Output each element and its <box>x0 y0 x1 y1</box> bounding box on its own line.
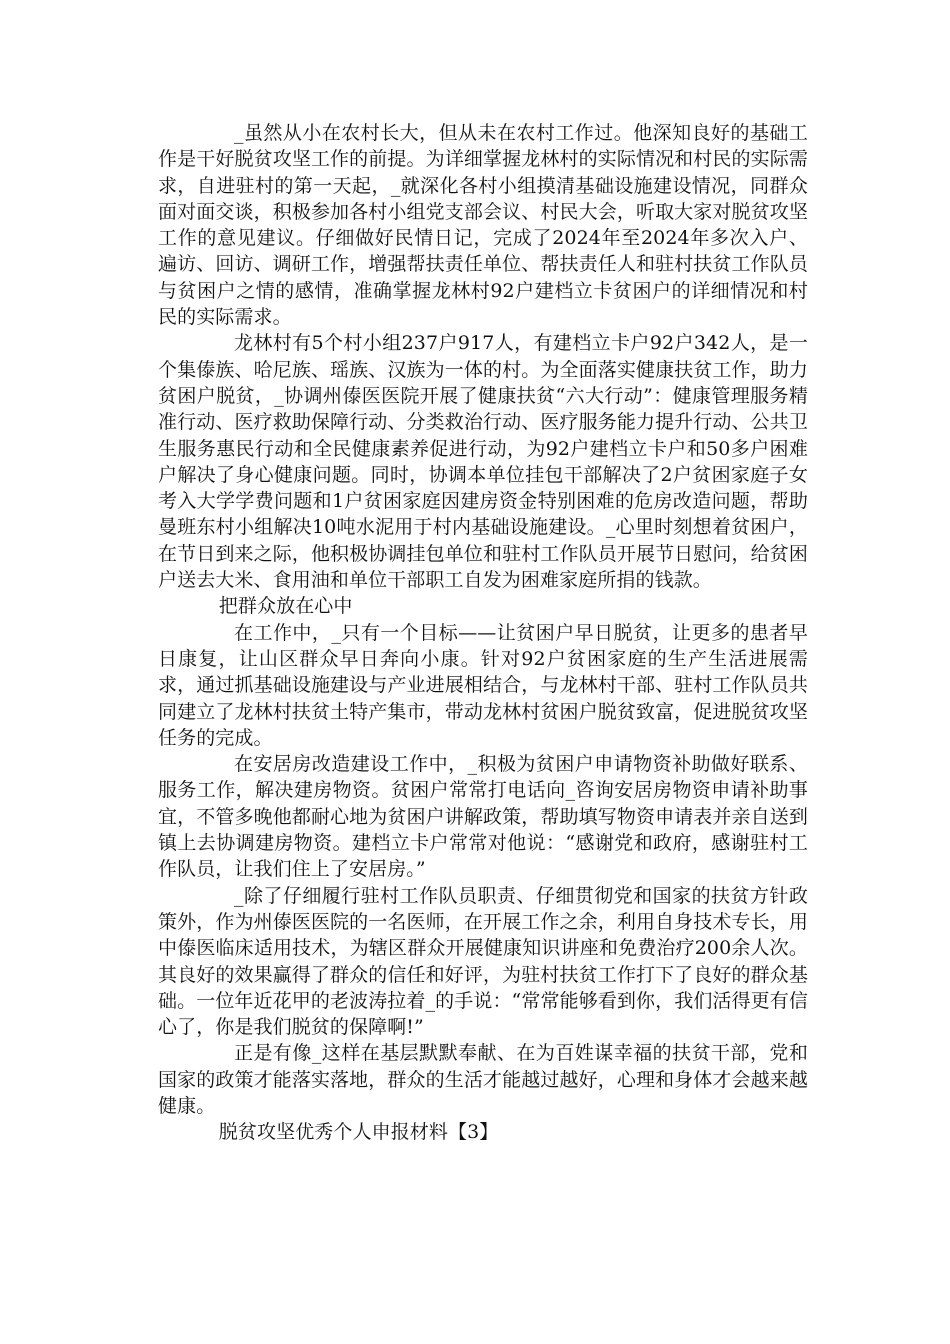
paragraph-3: 在工作中，_只有一个目标——让贫困户早日脱贫，让更多的患者早日康复，让山区群众早日奔向小康。针对92户贫困家庭的生产生活进展需求，通过抓基础设施建设与产业进展相结合，与龙林村干部、驻村工作队员共同建立了龙林村扶贫土特产集市，带动龙林村贫困户脱贫致富，促进脱贫攻坚任务的完成。 <box>158 621 808 749</box>
paragraph-5: _除了仔细履行驻村工作队员职责、仔细贯彻党和国家的扶贫方针政策外，作为州傣医医院的一名医师，在开展工作之余，利用自身技术专长，用中傣医临床适用技术，为辖区群众开展健康知识讲座和免费治疗200余人次。其良好的效果赢得了群众的信任和好评，为驻村扶贫工作打下了良好的群众基础。一位年近花甲的老波涛拉着_的手说：“常常能够看到你，我们活得更有信心了，你是我们脱贫的保障啊!” <box>158 884 808 1039</box>
paragraph-4: 在安居房改造建设工作中，_积极为贫困户申请物资补助做好联系、服务工作，解决建房物资。贫困户常常打电话向_咨询安居房物资申请补助事宜，不管多晚他都耐心地为贫困户讲解政策，帮助填写物资申请表并亲自送到镇上去协调建房物资。建档立卡户常常对他说：“感谢党和政府，感谢驻村工作队员，让我们住上了安居房。” <box>158 753 808 881</box>
next-section-title: 脱贫攻坚优秀个人申报材料【3】 <box>218 1121 499 1144</box>
paragraph-1: _虽然从小在农村长大，但从未在农村工作过。他深知良好的基础工作是干好脱贫攻坚工作的前提。为详细掌握龙林村的实际情况和村民的实际需求，自进驻村的第一天起，_就深化各村小组摸清基础设施建设情况，同群众面对面交谈，积极参加各村小组党支部会议、村民大会，听取大家对脱贫攻坚工作的意见建议。仔细做好民情日记，完成了2024年至2024年多次入户、遍访、回访、调研工作，增强帮扶责任单位、帮扶责任人和驻村扶贫工作队员与贫困户之情的感情，准确掌握龙林村92户建档立卡贫困户的详细情况和村民的实际需求。 <box>158 122 808 329</box>
paragraph-6: 正是有像_这样在基层默默奉献、在为百姓谋幸福的扶贫干部，党和国家的政策才能落实落地，群众的生活才能越过越好，心理和身体才会越来越健康。 <box>158 1042 808 1117</box>
section-heading: 把群众放在心中 <box>218 595 353 618</box>
paragraph-2: 龙林村有5个村小组237户917人，有建档立卡户92户342人，是一个集傣族、哈尼族、瑶族、汉族为一体的村。为全面落实健康扶贫工作，助力贫困户脱贫，_协调州傣医医院开展了健康扶贫“六大行动”：健康管理服务精准行动、医疗救助保障行动、分类救治行动、医疗服务能力提升行动、公共卫生服务惠民行动和全民健康素养促进行动，为92户建档立卡户和50多户困难户解决了身心健康问题。同时，协调本单位挂包干部解决了2户贫困家庭子女考入大学学费问题和1户贫困家庭因建房资金特别困难的危房改造问题，帮助曼班东村小组解决10吨水泥用于村内基础设施建设。_心里时刻想着贫困户，在节日到来之际，他积极协调挂包单位和驻村工作队员开展节日慰问，给贫困户送去大米、食用油和单位干部职工自发为困难家庭所捐的钱款。 <box>158 332 808 592</box>
document-body <box>158 120 808 1146</box>
